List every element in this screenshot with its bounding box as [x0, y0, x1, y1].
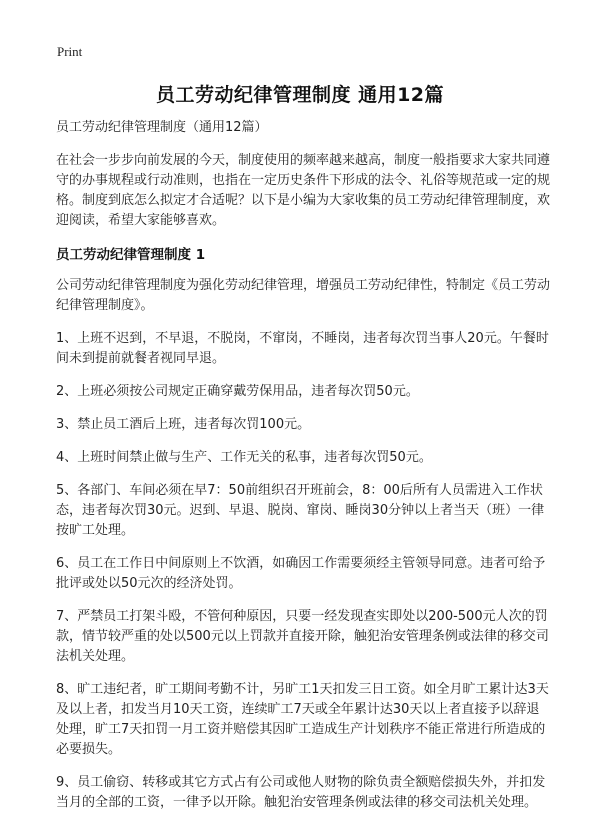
- section-heading: 员工劳动纪律管理制度 1: [56, 247, 206, 263]
- intro-paragraph: 在社会一步步向前发展的今天，制度使用的频率越来越高，制度一般指要求大家共同遵守的办事规程或行动准则，也指在一定历史条件下形成的法令、礼俗等规范或一定的规格。制度到底怎么拟定才合适呢？以下是小编为大家收集的员工劳动纪律管理制度，欢迎阅读，希望大家能够喜欢。: [56, 153, 551, 228]
- rule-item-9: 9、员工偷窃、转移或其它方式占有公司或他人财物的除负责全额赔偿损失外，并扣发当月的全部的工资，一律予以开除。触犯治安管理条例或法律的移交司法机关处理。: [56, 775, 546, 810]
- rule-item-3: 3、禁止员工酒后上班，违者每次罚100元。: [56, 417, 311, 432]
- print-link[interactable]: Print: [57, 44, 83, 59]
- document-title: 员工劳动纪律管理制度 通用12篇: [155, 84, 445, 106]
- rule-item-2: 2、上班必须按公司规定正确穿戴劳保用品，违者每次罚50元。: [56, 384, 419, 399]
- rule-item-8: 8、旷工违纪者，旷工期间考勤不计，另旷工1天扣发三日工资。如全月旷工累计达3天及以上者，扣发当月10天工资，连续旷工7天或全年累计达30天以上者直接予以辞退处理，旷工7天扣罚一月工资并赔偿其因旷工造成生产计划秩序不能正常进行所造成的必要损失。: [56, 682, 549, 757]
- rule-item-1: 1、上班不迟到，不早退，不脱岗，不窜岗，不睡岗，违者每次罚当事人20元。午餐时间未到提前就餐者视同早退。: [56, 331, 549, 366]
- rule-item-5: 5、各部门、车间必须在早7：50前组织召开班前会，8：00后所有人员需进入工作状态，违者每次罚30元。迟到、早退、脱岗、窜岗、睡岗30分钟以上者当天（班）一律按旷工处理。: [56, 483, 545, 538]
- rule-item-7: 7、严禁员工打架斗殴，不管何种原因，只要一经发现查实即处以200-500元人次的罚款，情节较严重的处以500元以上罚款并直接开除，触犯治安管理条例或法律的移交司法机关处理。: [56, 609, 549, 664]
- document-subtitle: 员工劳动纪律管理制度（通用12篇）: [56, 120, 268, 135]
- section-paragraph: 公司劳动纪律管理制度为强化劳动纪律管理，增强员工劳动纪律性，特制定《员工劳动纪律管理制度》。: [56, 278, 551, 313]
- document-body: [56, 118, 550, 826]
- rule-item-6: 6、员工在工作日中间原则上不饮酒，如确因工作需要须经主管领导同意。违者可给予批评或处以50元次的经济处罚。: [56, 556, 546, 591]
- rule-item-4: 4、上班时间禁止做与生产、工作无关的私事，违者每次罚50元。: [56, 450, 432, 465]
